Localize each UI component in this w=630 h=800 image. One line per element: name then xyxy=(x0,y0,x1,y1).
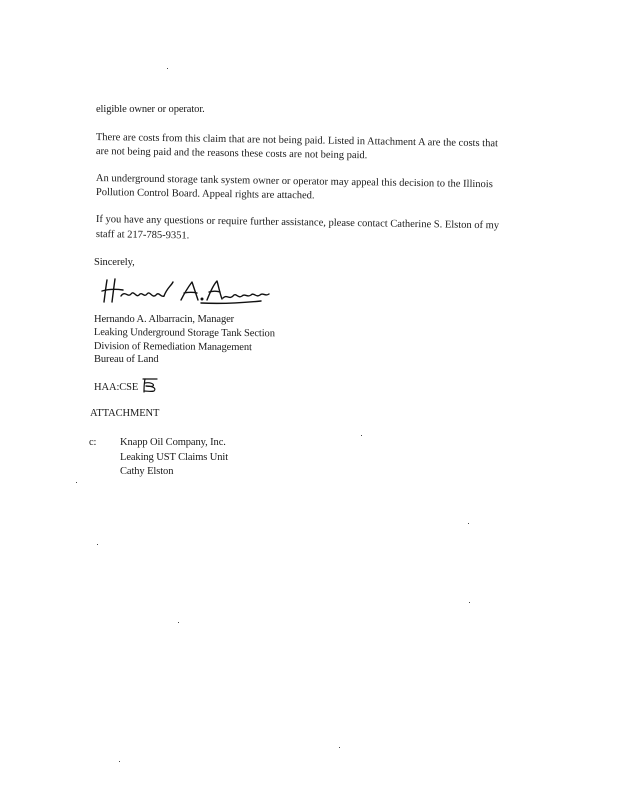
scan-speck xyxy=(76,482,77,483)
signatory-name: Hernando A. Albarracin, Manager xyxy=(94,314,235,325)
scan-speck xyxy=(468,523,469,524)
attachment-label: ATTACHMENT xyxy=(90,408,160,419)
scan-speck xyxy=(178,622,179,623)
cc-label: c: xyxy=(89,437,97,448)
signatory-division: Division of Remediation Management xyxy=(93,340,252,354)
costs-paragraph-line-2: are not being paid and the reasons these costs are not being paid. xyxy=(95,145,368,162)
handwritten-initials-mark xyxy=(141,377,159,393)
handwritten-signature xyxy=(101,276,273,306)
cc-recipient: Cathy Elston xyxy=(120,466,174,477)
cc-recipient: Leaking UST Claims Unit xyxy=(120,452,229,463)
cc-recipient: Knapp Oil Company, Inc. xyxy=(120,437,226,448)
closing-salutation: Sincerely, xyxy=(94,257,135,268)
scan-speck xyxy=(97,544,98,545)
costs-paragraph-line-1: There are costs from this claim that are not being paid. Listed in Attachment A are the costs that xyxy=(95,131,499,150)
scan-speck xyxy=(119,761,120,762)
scan-speck xyxy=(167,68,168,69)
contact-paragraph-line-1: If you have any questions or require further assistance, please contact Catherine S. Elston of my xyxy=(95,213,500,232)
appeal-paragraph-line-2: Pollution Control Board. Appeal rights are attached. xyxy=(95,186,315,202)
reference-initials: HAA:CSE xyxy=(94,382,139,393)
scan-speck xyxy=(339,747,340,748)
opening-line: eligible owner or operator. xyxy=(96,104,205,115)
appeal-paragraph-line-1: An underground storage tank system owner or operator may appeal this decision to the Illinois xyxy=(95,172,493,191)
contact-paragraph-line-2: staff at 217-785-9351. xyxy=(95,228,190,242)
signatory-bureau: Bureau of Land xyxy=(94,354,159,365)
signatory-section: Leaking Underground Storage Tank Section xyxy=(93,326,275,340)
scan-speck xyxy=(361,435,362,436)
scan-speck xyxy=(469,602,470,603)
